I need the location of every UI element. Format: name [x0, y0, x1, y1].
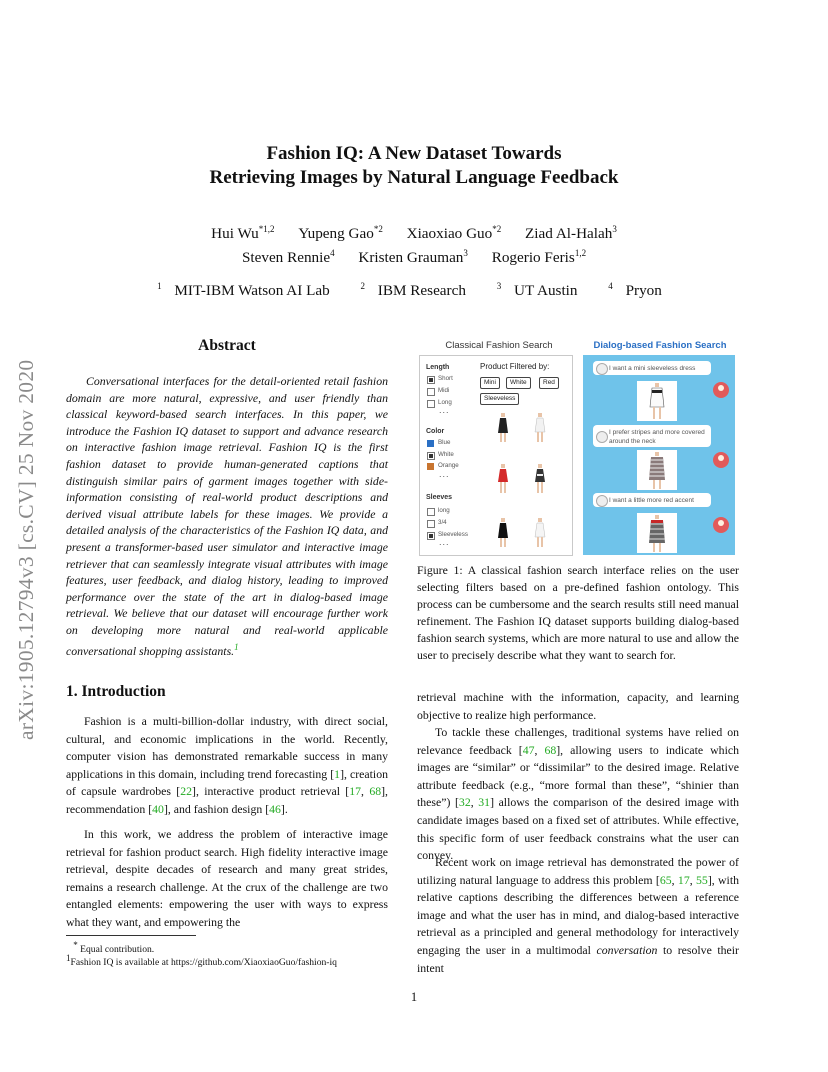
filter-option: Short	[438, 375, 453, 382]
color-swatch-blue[interactable]	[427, 440, 434, 447]
dialog-search-title: Dialog-based Fashion Search	[593, 340, 727, 351]
color-swatch-orange[interactable]	[427, 463, 434, 470]
user-message: I prefer stripes and more covered around the neck	[593, 425, 711, 447]
citation-link[interactable]: 31	[478, 795, 491, 810]
dress-image[interactable]	[533, 518, 547, 548]
user-message: I want a mini sleeveless dress	[593, 361, 711, 375]
checkbox-white[interactable]	[427, 452, 435, 460]
arxiv-identifier: arXiv:1905.12794v3 [cs.CV] 25 Nov 2020	[14, 359, 38, 740]
author: Steven Rennie$^4$	[241, 248, 335, 267]
intro-paragraph-1: Fashion is a multi-billion-dollar industry, with direct social, cultural, and economic implications in the world. Recently, computer vision has demonstrated remarkable success in many applications in this domain, including trend forecasting [1], creation of capsule wardrobes [22], interactive product retrieval [17, 68], recommendation [40], and fashion design [46].	[66, 714, 388, 816]
citation-link[interactable]: 65	[659, 872, 672, 887]
intro-paragraph-2: In this work, we address the problem of interactive image retrieval for fashion product search. High fidelity interactive image retrieval, despite decades of research and many great strides, remains a research challenge. At the crux of the challenge are two entangled elements: empowering the user with ways to express what they want, and empowering the	[66, 827, 388, 929]
filter-tag[interactable]: Mini	[480, 377, 500, 389]
dress-image[interactable]	[533, 413, 547, 443]
footnote-rule	[66, 935, 196, 936]
footnote-2: $^1$Fashion IQ is available at https://github.com/XiaoxiaoGuo/fashion-iq	[66, 953, 337, 969]
checkbox-short[interactable]	[427, 376, 435, 384]
more-ellipsis: ...	[439, 405, 450, 415]
affiliation: $^2$ IBM Research	[360, 281, 466, 300]
checkbox-long-sleeve[interactable]	[427, 508, 435, 516]
filter-tag[interactable]: White	[506, 377, 531, 389]
affiliations	[0, 281, 828, 300]
dress-image[interactable]	[496, 518, 510, 548]
author: Yupeng Gao$^{*2}$	[298, 224, 383, 243]
filter-option: Midi	[438, 387, 450, 394]
dress-image[interactable]	[496, 413, 510, 443]
filter-option: Orange	[438, 462, 459, 469]
shopper-avatar-icon	[713, 382, 729, 398]
dress-image[interactable]	[496, 464, 510, 494]
footnote-1: * Equal contribution.	[73, 940, 155, 956]
affiliation: $^4$ Pryon	[608, 281, 662, 300]
filter-label-length: Length	[426, 364, 450, 371]
shopper-avatar-icon	[713, 517, 729, 533]
citation-link[interactable]: 55	[696, 872, 708, 887]
citation-link[interactable]: 22	[180, 784, 193, 799]
filter-option: Sleeveless	[438, 531, 468, 538]
checkbox-long[interactable]	[427, 400, 435, 408]
checkbox-3-4-sleeve[interactable]	[427, 520, 435, 528]
checkbox-sleeveless[interactable]	[427, 532, 435, 540]
user-message: I want a little more red accent	[593, 493, 711, 507]
filter-option: 3/4	[438, 519, 447, 526]
citation-link[interactable]: 17	[677, 872, 690, 887]
affiliation: $^3$ UT Austin	[496, 281, 578, 300]
more-ellipsis: ...	[439, 537, 450, 547]
figure-1-caption: Figure 1: A classical fashion search interface relies on the user selecting filters based on a pre-defined fashion ontology. This process can be cumbersome and the search results still need manual refinement. The Fashion IQ dataset supports building dialog-based fashion search systems, which are more natural to use and allow the user to precisely describe what they want to search for.	[417, 563, 739, 663]
user-face-icon	[596, 363, 608, 375]
filter-option: Blue	[438, 439, 451, 446]
paper-title-line2: Retrieving Images by Natural Language Feedback	[209, 167, 619, 188]
footnote-link[interactable]: 1	[234, 641, 239, 652]
section-heading-introduction: 1. Introduction	[66, 683, 166, 700]
dress-image[interactable]	[533, 464, 547, 494]
result-image[interactable]	[637, 450, 677, 490]
author: Kristen Grauman$^3$	[358, 248, 468, 267]
author: Hui Wu$^{*1,2}$	[211, 224, 275, 243]
filter-option: long	[438, 507, 450, 514]
citation-link[interactable]: 68	[369, 784, 382, 799]
author: Ziad Al-Halah$^3$	[525, 224, 617, 243]
right-col-paragraph-2: Recent work on image retrieval has demonstrated the power of utilizing natural language to address this problem [65, 17, 55], with relative captions describing the differences between a reference image and what the user has in mind, and dialog-based interactive retrieval as a principled and general methodology for interactively engaging the user in a multimodal conversation to resolve their intent	[417, 855, 739, 975]
citation-link[interactable]: 47	[522, 742, 535, 757]
user-face-icon	[596, 431, 608, 443]
figure-1	[417, 338, 737, 558]
classical-search-panel	[419, 355, 573, 556]
filter-option: White	[438, 451, 454, 458]
result-image[interactable]	[637, 381, 677, 421]
citation-link[interactable]: 46	[269, 801, 281, 816]
dialog-search-panel	[583, 355, 735, 555]
author-list-row2	[0, 241, 828, 270]
right-col-paragraph-1: To tackle these challenges, traditional systems have relied on relevance feedback [47, 68], allowing users to indicate which images are “similar” or “dissimilar” to the desired image. Relative attribute feedback (e.g., “more formal than these”, “shinier than these”) [32, 31] allows the comparison of the desired image with candidate images based on a fixed set of attributes. While effective, this specific form of user feedback constrains what the user can convey.	[417, 725, 740, 863]
filter-label-sleeves: Sleeves	[426, 494, 453, 501]
checkbox-midi[interactable]	[427, 388, 435, 396]
page-number: 1	[410, 990, 418, 1004]
citation-link[interactable]: 68	[544, 742, 557, 757]
paper-title-line1: Fashion IQ: A New Dataset Towards	[266, 143, 562, 164]
citation-link[interactable]: 1	[334, 766, 341, 781]
user-face-icon	[596, 495, 608, 507]
right-col-paragraph-0: retrieval machine with the information, capacity, and learning objective to realize high performance.	[417, 690, 739, 722]
author: Xiaoxiao Guo$^{*2}$	[406, 224, 502, 243]
result-image[interactable]	[637, 513, 677, 553]
abstract-heading: Abstract	[198, 337, 256, 354]
filter-option: Long	[438, 399, 452, 406]
filter-tag[interactable]: Red	[539, 377, 559, 389]
classical-search-title: Classical Fashion Search	[445, 340, 553, 351]
product-filtered-label: Product Filtered by:	[480, 362, 550, 371]
citation-link[interactable]: 17	[349, 784, 362, 799]
affiliation: $^1$ MIT-IBM Watson AI Lab	[157, 281, 330, 300]
abstract-body: Conversational interfaces for the detail-oriented retail fashion domain are more natural, expressive, and user friendly than classical keyword-based search interfaces. In this paper, we introduce the Fashion IQ dataset to support and advance research on interactive fashion image retrieval. Fashion IQ is the first fashion dataset to provide human-generated captions that distinguish similar pairs of garment images together with side-information consisting of real-world product descriptions and derived visual attribute labels for these images. We provide a detailed analysis of the characteristics of the Fashion IQ data, and present a transformer-based user simulator and interactive image retriever that can seamlessly integrate visual attributes with image features, user feedback, and dialog history, leading to improved performance over the state of the art in dialog-based image retrieval. We believe that our dataset will encourage further work on developing more natural and real-world applicable conversational shopping assistants.$^1$	[66, 374, 388, 658]
more-ellipsis: ...	[439, 469, 450, 479]
filter-tag[interactable]: Sleeveless	[480, 393, 519, 405]
author: Rogerio Feris$^{1,2}$	[491, 248, 587, 267]
shopper-avatar-icon	[713, 452, 729, 468]
citation-link[interactable]: 32	[458, 795, 471, 810]
citation-link[interactable]: 40	[152, 801, 164, 816]
filter-label-color: Color	[426, 428, 445, 435]
